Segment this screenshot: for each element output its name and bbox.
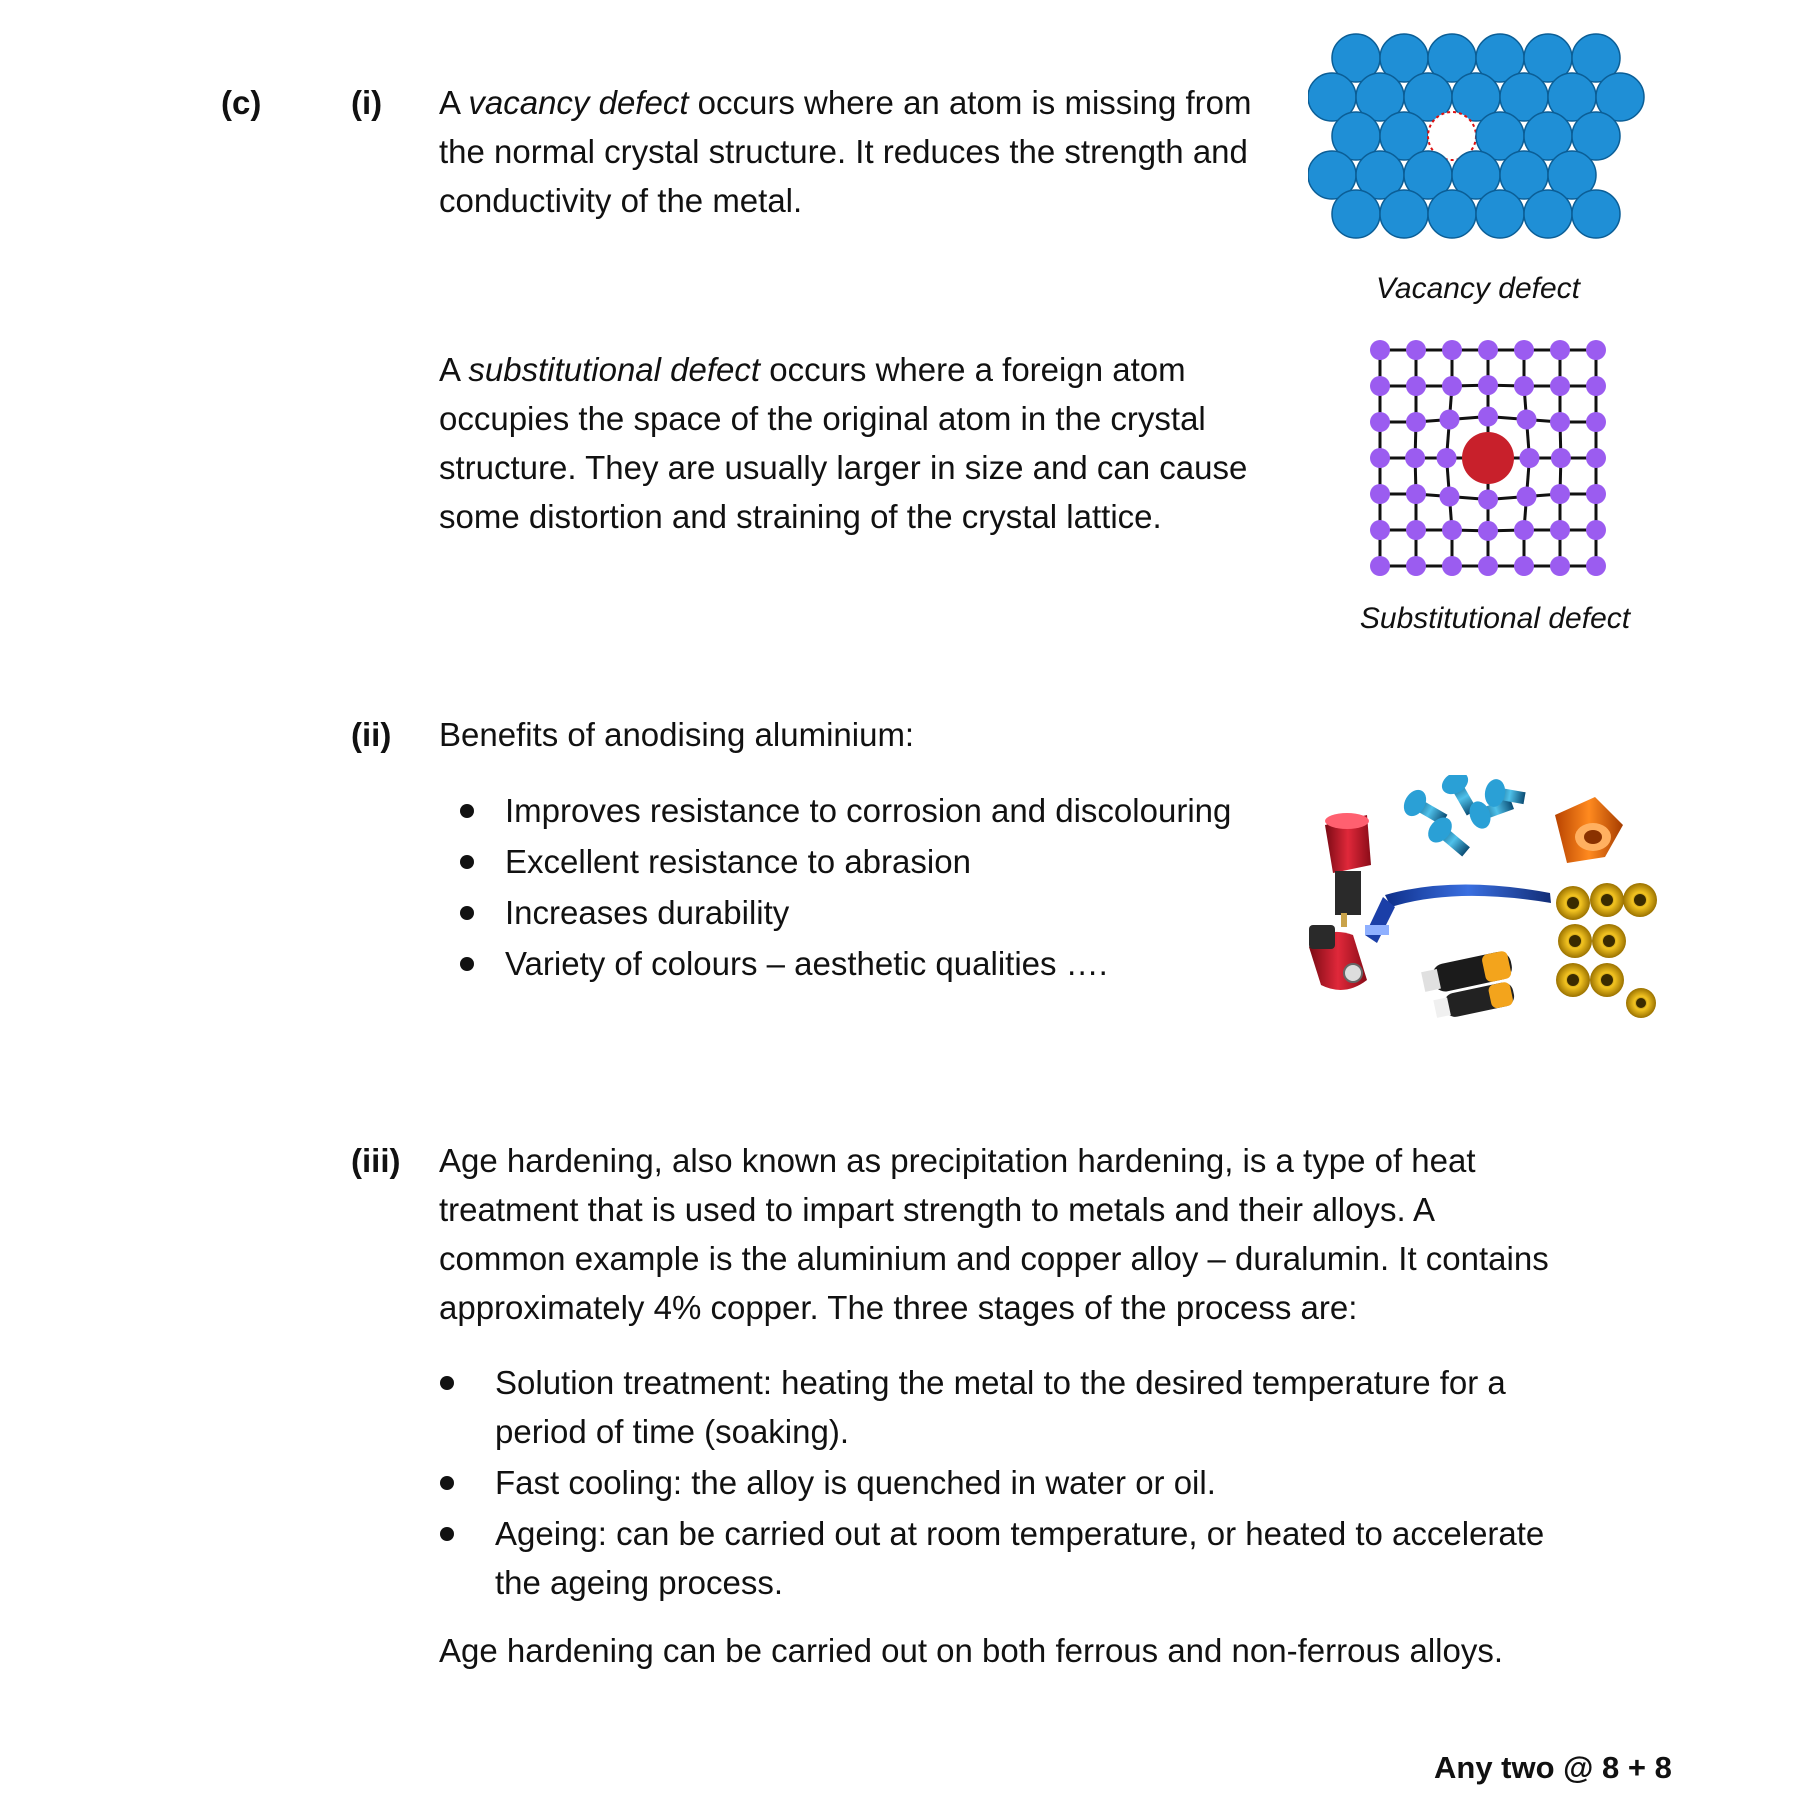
lattice-atom bbox=[1586, 340, 1606, 360]
lattice-atom bbox=[1550, 556, 1570, 576]
lattice-atom bbox=[1586, 556, 1606, 576]
lattice-atom bbox=[1442, 340, 1462, 360]
lattice-atom bbox=[1514, 556, 1534, 576]
blue-screws bbox=[1399, 775, 1527, 863]
lattice-atom bbox=[1370, 520, 1390, 540]
orange-cap bbox=[1555, 797, 1623, 863]
lattice-atom bbox=[1370, 412, 1390, 432]
anodised-parts-image bbox=[1305, 775, 1660, 1025]
list-item: Fast cooling: the alloy is quenched in water or oil. bbox=[440, 1458, 1680, 1507]
lattice-atom bbox=[1406, 556, 1426, 576]
atom bbox=[1476, 190, 1524, 238]
list-item: Ageing: can be carried out at room temperature, or heated to accelerate the ageing process. bbox=[440, 1509, 1680, 1607]
lattice-atom bbox=[1439, 409, 1459, 429]
lattice-atom bbox=[1406, 520, 1426, 540]
lattice-atom bbox=[1550, 484, 1570, 504]
lattice-atom bbox=[1517, 487, 1537, 507]
lattice-atom bbox=[1370, 556, 1390, 576]
lattice-atom bbox=[1442, 376, 1462, 396]
lattice-atom bbox=[1478, 407, 1498, 427]
vacancy-paragraph: A vacancy defect occurs where an atom is missing from the normal crystal structure. It reduces the strength and conductivity of the metal. bbox=[439, 84, 1252, 219]
lattice-atom bbox=[1514, 520, 1534, 540]
age-hardening-closing: Age hardening can be carried out on both ferrous and non-ferrous alloys. bbox=[439, 1632, 1504, 1669]
list-item: Excellent resistance to abrasion bbox=[460, 836, 1290, 887]
lattice-atom bbox=[1586, 448, 1606, 468]
atom bbox=[1332, 190, 1380, 238]
lattice-atom bbox=[1478, 489, 1498, 509]
lattice-atom bbox=[1586, 520, 1606, 540]
part-label-c: (c) bbox=[221, 84, 262, 121]
vacancy-caption: Vacancy defect bbox=[1375, 272, 1580, 305]
lattice-atom bbox=[1478, 521, 1498, 541]
lattice-atom bbox=[1550, 376, 1570, 396]
lattice-atom bbox=[1551, 448, 1571, 468]
lattice-atom bbox=[1517, 409, 1537, 429]
atom bbox=[1524, 190, 1572, 238]
lattice-atom bbox=[1514, 376, 1534, 396]
lattice-atom bbox=[1439, 487, 1459, 507]
anodising-heading: Benefits of anodising aluminium: bbox=[439, 716, 915, 753]
list-item: Increases durability bbox=[460, 887, 1290, 938]
lattice-atom bbox=[1550, 340, 1570, 360]
subpart-label-i: (i) bbox=[351, 84, 383, 121]
handle-grips bbox=[1420, 950, 1516, 1021]
atom bbox=[1380, 190, 1428, 238]
lattice-atom bbox=[1437, 448, 1457, 468]
subpart-label-iii: (iii) bbox=[351, 1142, 401, 1179]
lattice-atom bbox=[1478, 556, 1498, 576]
lattice-atom bbox=[1405, 448, 1425, 468]
lattice-atom bbox=[1478, 375, 1498, 395]
lattice-atom bbox=[1370, 448, 1390, 468]
gold-nuts bbox=[1556, 883, 1657, 1018]
lattice-atom bbox=[1550, 412, 1570, 432]
lattice-atom bbox=[1406, 412, 1426, 432]
substitute-atom bbox=[1462, 432, 1514, 484]
lattice-atom bbox=[1586, 412, 1606, 432]
vacancy-defect-diagram bbox=[1308, 32, 1660, 254]
list-item: Variety of colours – aesthetic qualities …. bbox=[460, 938, 1290, 989]
lattice-atom bbox=[1406, 340, 1426, 360]
red-bar-end-2 bbox=[1309, 925, 1367, 990]
age-hardening-intro: Age hardening, also known as precipitation hardening, is a type of heat treatment that is used to impart strength to metals and their alloys. A common example is the aluminium and copper alloy – duralumin. It contains approximately 4% copper. The three stages of the process are: bbox=[439, 1142, 1549, 1326]
age-hardening-stages-list bbox=[440, 1358, 1680, 1607]
lattice-atom bbox=[1586, 484, 1606, 504]
lattice-atom bbox=[1442, 520, 1462, 540]
lattice-atom bbox=[1370, 484, 1390, 504]
substitutional-paragraph: A substitutional defect occurs where a foreign atom occupies the space of the original atom in the crystal structure. They are usually larger in size and can cause some distortion and straining of the crystal lattice. bbox=[439, 351, 1248, 535]
lattice-atom bbox=[1406, 484, 1426, 504]
lattice-atom bbox=[1370, 376, 1390, 396]
lattice-atom bbox=[1478, 340, 1498, 360]
atom bbox=[1572, 190, 1620, 238]
lattice-atom bbox=[1442, 556, 1462, 576]
marks-footer: Any two @ 8 + 8 bbox=[1434, 1750, 1672, 1785]
list-item: Improves resistance to corrosion and discolouring bbox=[460, 785, 1290, 836]
substitutional-term: substitutional defect bbox=[468, 351, 761, 388]
lattice-atom bbox=[1550, 520, 1570, 540]
vacancy-term: vacancy defect bbox=[468, 84, 689, 121]
subpart-label-ii: (ii) bbox=[351, 716, 392, 753]
anodising-benefits-list bbox=[460, 785, 1290, 989]
atom bbox=[1428, 190, 1476, 238]
lattice-atom bbox=[1519, 448, 1539, 468]
lattice-atom bbox=[1370, 340, 1390, 360]
blue-lever bbox=[1365, 884, 1551, 943]
list-item: Solution treatment: heating the metal to the desired temperature for a period of time (soaking). bbox=[440, 1358, 1680, 1456]
lattice-atom bbox=[1406, 376, 1426, 396]
lattice-atom bbox=[1586, 376, 1606, 396]
lattice-atom bbox=[1514, 340, 1534, 360]
substitutional-caption: Substitutional defect bbox=[1359, 602, 1631, 635]
substitutional-defect-diagram bbox=[1365, 335, 1615, 585]
red-bar-end bbox=[1325, 813, 1371, 927]
